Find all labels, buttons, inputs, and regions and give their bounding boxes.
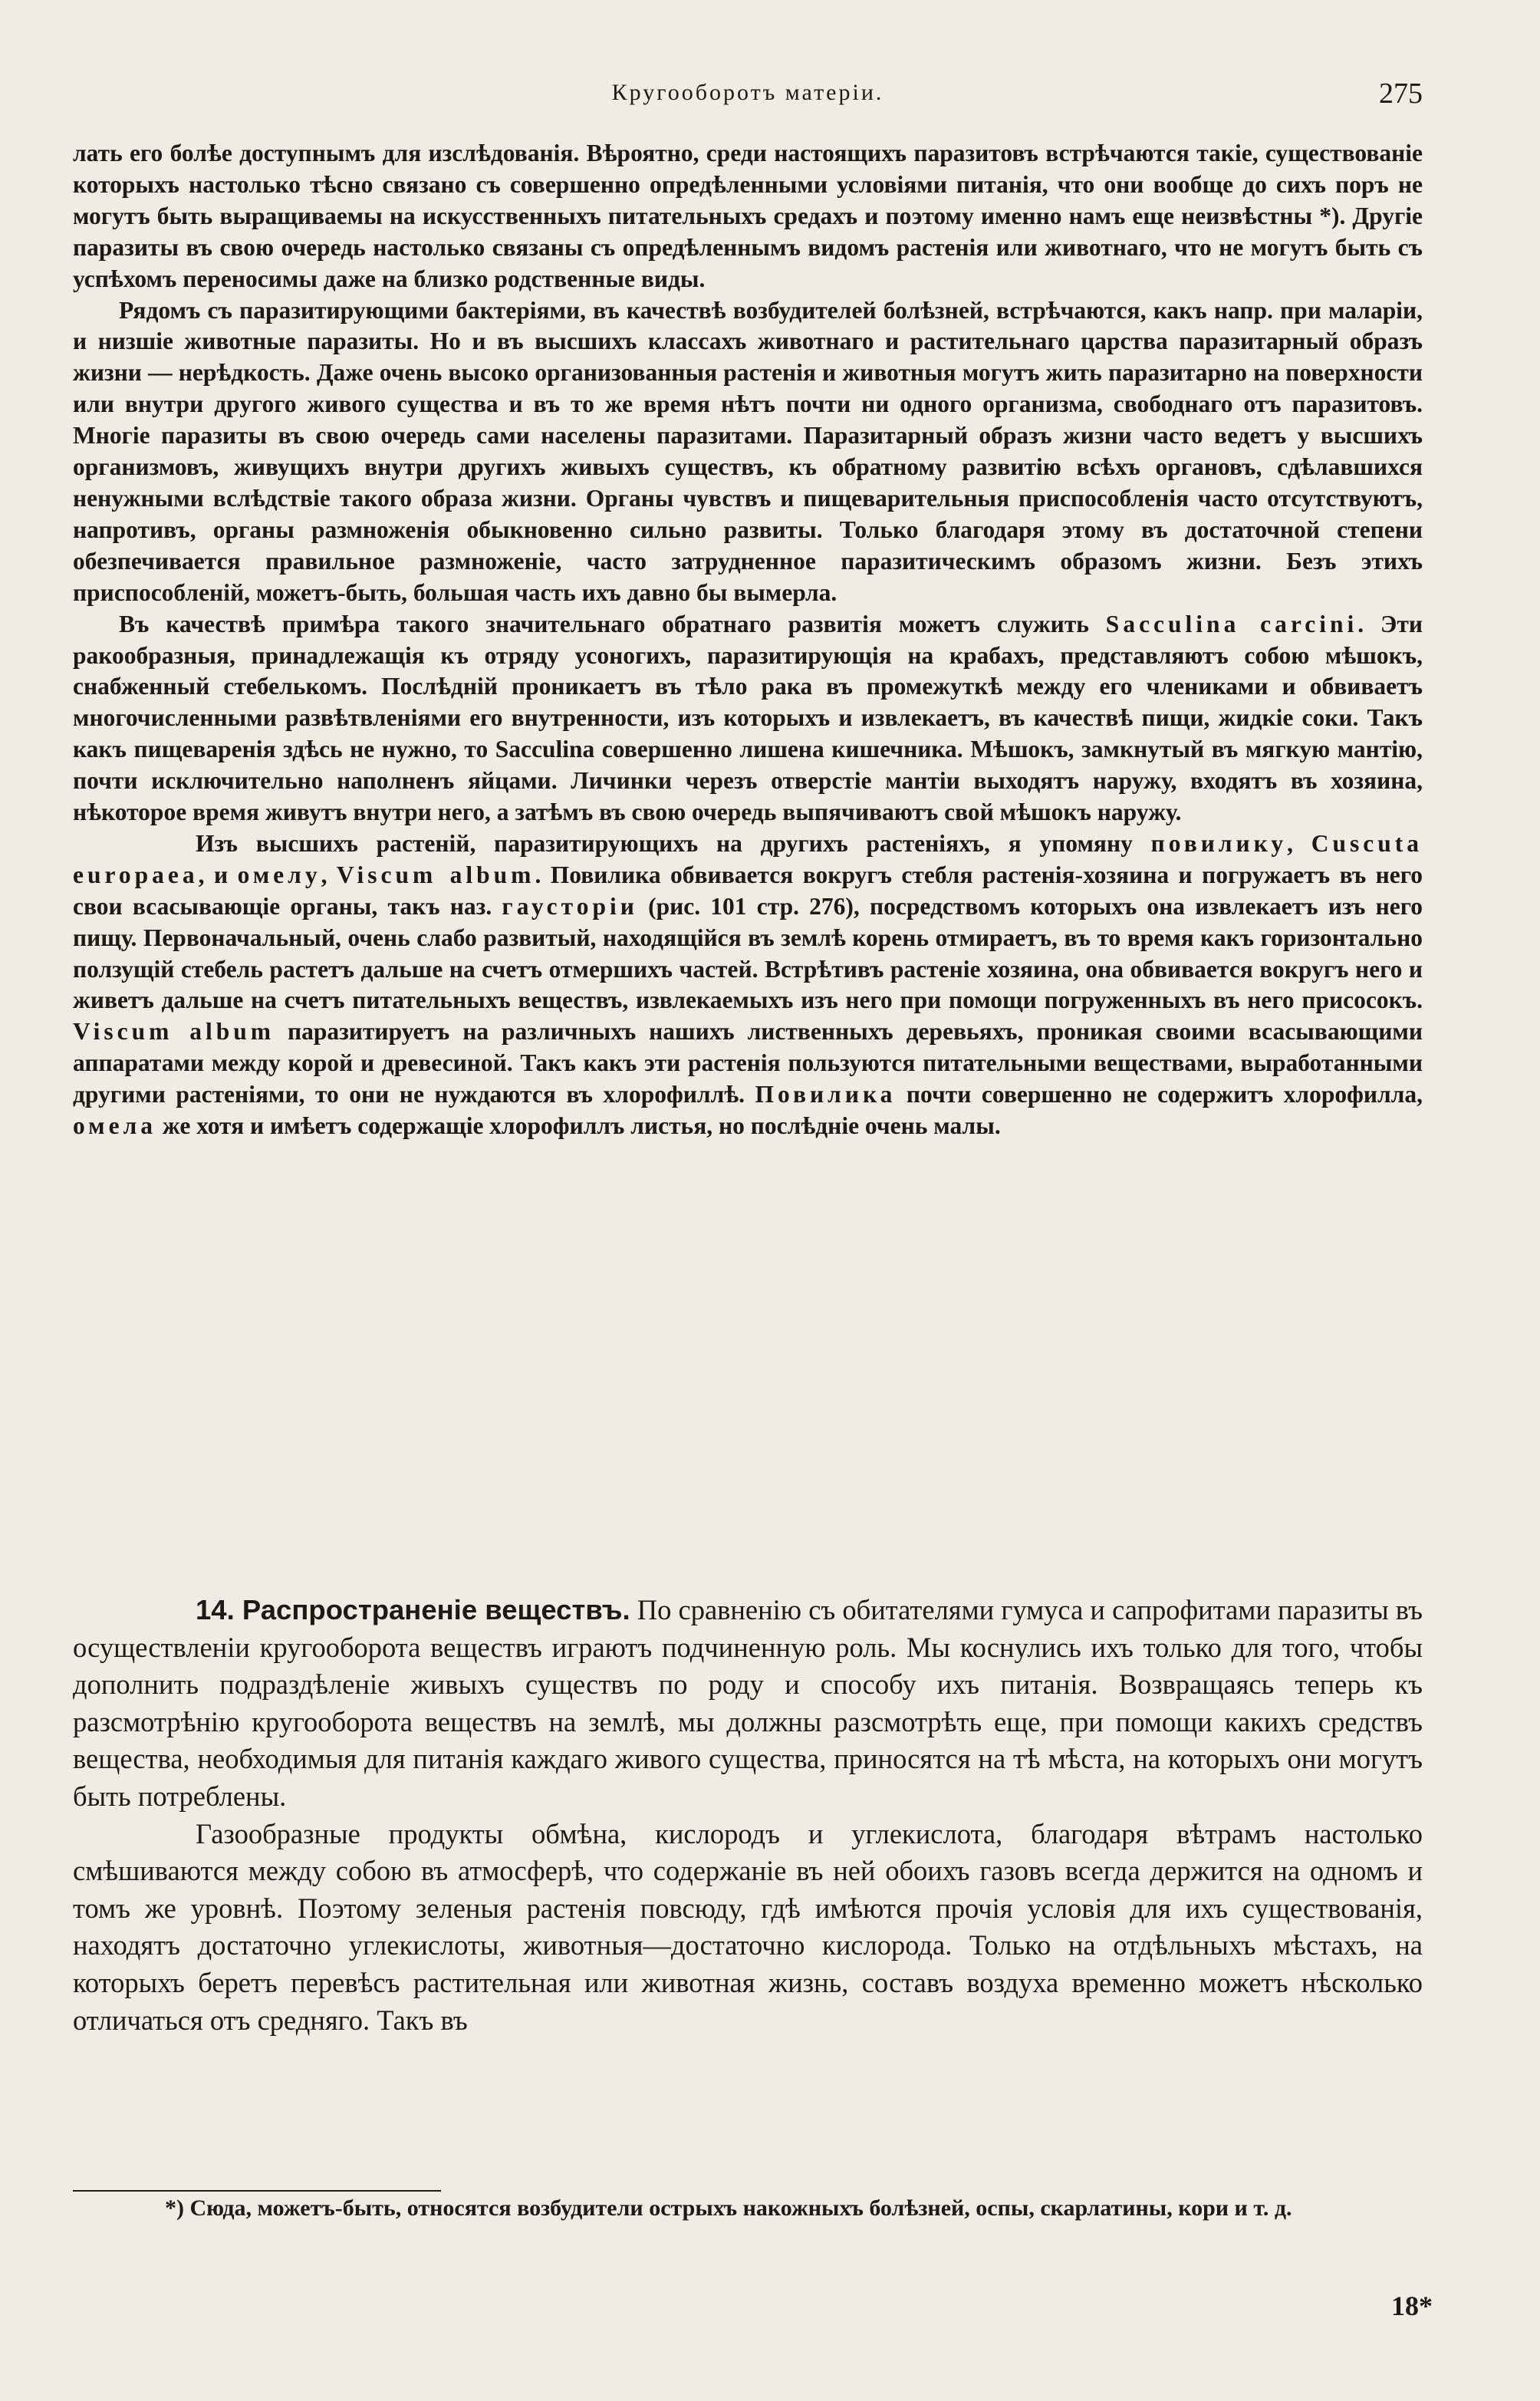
species-term: Viscum album [336,861,535,888]
emphasized-term: Повилика [755,1081,897,1108]
paragraph-parasites-intro: лать его болѣе доступнымъ для изслѣдованія. Вѣроятно, среди настоящихъ паразитовъ встрѣчаются такіе, существованіе которыхъ настолько тѣсно связано съ совершенно опредѣленными условіями питанія, что они вообще до сихъ поръ не могутъ быть выращиваемы на искусственныхъ питательныхъ средахъ и поэтому именно намъ еще неизвѣстны *). Другіе паразиты въ свою очередь настолько связаны съ опредѣленнымъ видомъ растенія или животнаго, что не могутъ быть съ успѣхомъ переносимы даже на близко родственные виды. [73,140,1423,292]
text-run: же хотя и имѣетъ содержащіе хлорофиллъ листья, но послѣдніе очень малы. [156,1112,1001,1140]
signature-mark: 18* [1391,2291,1433,2321]
text-run: Изъ высшихъ растеній, паразитирующихъ на другихъ растеніяхъ, я упомяну [196,829,1151,857]
small-print-section [73,138,1423,1142]
text-run: паразитируетъ на различныхъ нашихъ лиственныхъ деревьяхъ, проникая своими всасывающими аппаратами между корой и древесиной. Такъ какъ эти растенія пользуются питательными веществами, выработанными другими растеніями, то они не нуждаются въ хлорофиллѣ. [73,1018,1423,1108]
text-run: , и [198,861,238,888]
section-heading: 14. Распространеніе веществъ. [196,1594,630,1625]
text-run: . Повилика обвивается вокругъ стебля растенія-хозяина и погружаетъ въ него свои всасывающіе органы, такъ наз. [73,861,1423,920]
footnote-divider [73,2190,441,2192]
footnote-text: *) Сюда, можетъ-быть, относятся возбудители острыхъ накожныхъ болѣзней, оспы, скарлатины, кори и т. д. [165,2195,1292,2221]
footnote [73,2194,1423,2223]
emphasized-term: омела [73,1112,157,1140]
running-title: Кругооборотъ матеріи. [611,80,884,105]
emphasized-term: омелу [237,861,321,888]
page-number: 275 [1379,77,1423,110]
text-run: , [321,861,337,888]
page-header [73,77,1423,123]
species-term: Cuscuta europaea [73,829,1423,888]
paragraph-gases: Газообразные продукты обмѣна, кислородъ и углекислота, благодаря вѣтрамъ настолько смѣшиваются между собою въ атмосферѣ, что содержаніе въ ней обоихъ газовъ всегда держится на одномъ и томъ же уровнѣ. Поэтому зеленыя растенія повсюду, гдѣ имѣются прочія условія для ихъ существованія, находятъ достаточно углекислоты, животныя—достаточно кислорода. Только на отдѣльныхъ мѣстахъ, на которыхъ беретъ перевѣсъ растительная или животная жизнь, составъ воздуха временно можетъ нѣсколько отличаться отъ средняго. Такъ въ [73,1817,1423,2036]
text-run: (рис. 101 стр. 276), посредствомъ которыхъ она извлекаетъ изъ него пищу. Первоначальный, очень слабо развитый, находящійся въ землѣ корень отмираетъ, въ то время какъ горизонтально ползущій стебель растетъ дальше на счетъ отмершихъ частей. Встрѣтивъ растеніе хозяина, она обвивается вокругъ него и живетъ дальше на счетъ питательныхъ веществъ, извлекаемыхъ изъ него при помощи погруженныхъ въ него присосокъ. [73,892,1423,1014]
paragraph-higher-plants [73,828,1423,1142]
large-print-section [73,1592,1423,2039]
paragraph-parasitic-life: Рядомъ съ паразитирующими бактеріями, въ качествѣ возбудителей болѣзней, встрѣчаются, какъ напр. при маларіи, и низшіе животные паразиты. Но и въ высшихъ классахъ животнаго и растительнаго царства паразитарный образъ жизни — нерѣдкость. Даже очень высоко организованныя растенія и животныя могутъ жить паразитарно на поверхности или внутри другого живого существа и въ то же время нѣтъ почти ни одного организма, свободнаго отъ паразитовъ. Многіе паразиты въ свою очередь сами населены паразитами. Паразитарный образъ жизни часто ведетъ у высшихъ организмовъ, живущихъ внутри другихъ живыхъ существъ, къ обратному развитію всѣхъ органовъ, сдѣлавшихся ненужными вслѣдствіе такого образа жизни. Органы чувствъ и пищеварительныя приспособленія часто отсутствуютъ, напротивъ, органы размноженія обыкновенно сильно развиты. Только благодаря этому въ достаточной степени обезпечивается правильное размноженіе, часто затрудненное паразитическимъ образомъ жизни. Безъ этихъ приспособленій, можетъ-быть, большая часть ихъ давно бы вымерла. [73,296,1423,606]
text-run: , [1287,829,1311,857]
text-run: почти совершенно не содержитъ хлорофилла, [896,1081,1423,1108]
species-term: Sacculina [495,736,595,763]
text-run: . Эти ракообразныя, принадлежащія къ отряду усоногихъ, паразитирующія на крабахъ, представляютъ собою мѣшокъ, снабженный стебелькомъ. Послѣдній проникаетъ въ тѣло рака въ промежуткѣ между его члениками и обвиваетъ многочисленными развѣтвленіями его внутренности, изъ которыхъ и извлекаетъ, въ качествѣ пищи, жидкіе соки. Такъ какъ пищеваренія здѣсь не нужно, то [73,610,1423,763]
species-term: Viscum album [73,1018,275,1046]
paragraph-sacculina [73,609,1423,828]
text-run: По сравненію съ обитателями гумуса и сапрофитами паразиты въ осуществленіи кругооборота веществъ играютъ подчиненную роль. Мы коснулись ихъ только для того, чтобы дополнить подраздѣленіе живыхъ существъ по роду и способу ихъ питанія. Возвращаясь теперь къ разсмотрѣнію кругооборота веществъ на землѣ, мы должны разсмотрѣть еще, при помощи какихъ средствъ вещества, необходимыя для питанія каждаго живого существа, приносятся на тѣ мѣста, на которыхъ они могутъ быть потреблены. [73,1594,1423,1812]
text-run: Въ качествѣ примѣра такого значительнаго обратнаго развитія можетъ служить [119,610,1106,637]
emphasized-term: гаусторіи [502,892,638,920]
paragraph-section-14 [73,1592,1423,1816]
text-run: совершенно лишена кишечника. Мѣшокъ, замкнутый въ мягкую мантію, почти исключительно наполненъ яйцами. Личинки черезъ отверстіе мантіи выходятъ наружу, входятъ въ хозяина, нѣкоторое время живутъ внутри него, а затѣмъ въ свою очередь выпячиваютъ свой мѣшокъ наружу. [73,736,1423,826]
species-term: Sacculina carcini [1105,610,1358,637]
emphasized-term: повилику [1150,829,1288,857]
